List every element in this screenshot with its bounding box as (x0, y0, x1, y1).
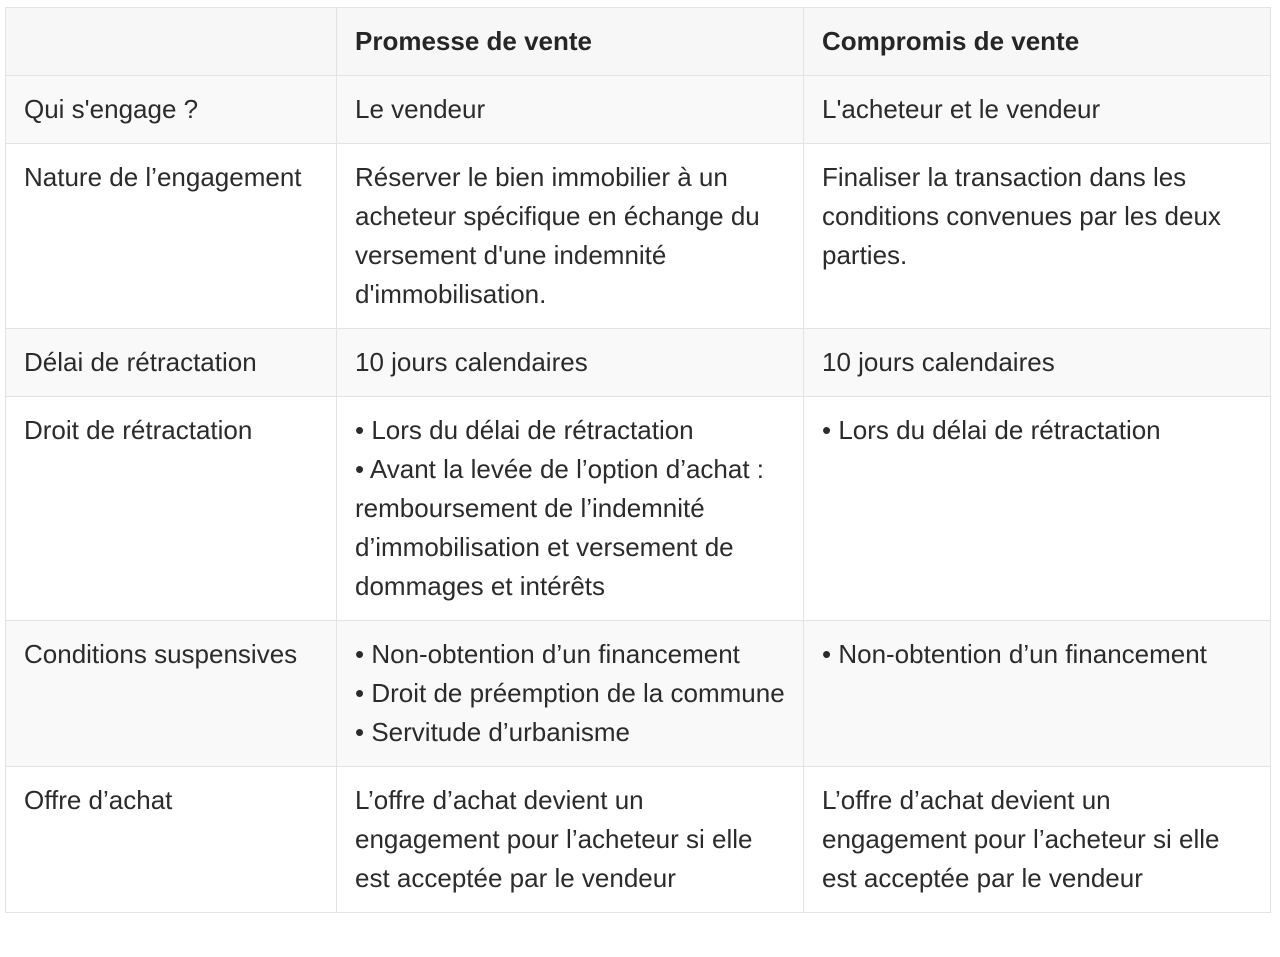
cell-text: L’offre d’achat devient un engagement pour l’acheteur si elle est acceptée par le vendeur (822, 785, 1220, 893)
bullet-item: • Servitude d’urbanisme (355, 717, 631, 747)
comparison-table-container (5, 7, 1270, 913)
table-row (6, 621, 1271, 767)
table-header-row (6, 8, 1271, 76)
compromis-cell (804, 329, 1271, 397)
table-row (6, 397, 1271, 621)
table-row (6, 144, 1271, 329)
promesse-cell (337, 144, 804, 329)
cell-text: 10 jours calendaires (822, 347, 1055, 377)
bullet-item: • Lors du délai de rétractation (355, 415, 694, 445)
bullet-item: • Non-obtention d’un financement (355, 639, 740, 669)
compromis-cell (804, 397, 1271, 621)
compromis-cell (804, 767, 1271, 913)
promesse-cell (337, 621, 804, 767)
header-promesse: Promesse de vente (337, 8, 804, 76)
promesse-cell (337, 397, 804, 621)
row-label: Qui s'engage ? (6, 76, 337, 144)
row-label: Nature de l’engagement (6, 144, 337, 329)
promesse-cell (337, 767, 804, 913)
header-empty-cell (6, 8, 337, 76)
bullet-item: • Avant la levée de l’option d’achat : remboursement de l’indemnité d’immobilisation et versement de dommages et intérêts (355, 454, 765, 601)
table-row (6, 76, 1271, 144)
cell-text: 10 jours calendaires (355, 347, 588, 377)
row-label: Droit de rétractation (6, 397, 337, 621)
row-label: Conditions suspensives (6, 621, 337, 767)
cell-text: L’offre d’achat devient un engagement pour l’acheteur si elle est acceptée par le vendeur (355, 785, 753, 893)
comparison-table (5, 7, 1271, 913)
row-label: Offre d’achat (6, 767, 337, 913)
header-compromis: Compromis de vente (804, 8, 1271, 76)
table-row (6, 329, 1271, 397)
cell-text: Finaliser la transaction dans les conditions convenues par les deux parties. (822, 162, 1221, 270)
cell-text: L'acheteur et le vendeur (822, 94, 1101, 124)
bullet-item: • Droit de préemption de la commune (355, 678, 785, 708)
bullet-item: • Lors du délai de rétractation (822, 415, 1161, 445)
compromis-cell (804, 76, 1271, 144)
promesse-cell (337, 76, 804, 144)
compromis-cell (804, 621, 1271, 767)
row-label: Délai de rétractation (6, 329, 337, 397)
compromis-cell (804, 144, 1271, 329)
table-row (6, 767, 1271, 913)
cell-text: Réserver le bien immobilier à un acheteur spécifique en échange du versement d'une indemnité d'immobilisation. (355, 162, 760, 309)
bullet-item: • Non-obtention d’un financement (822, 639, 1207, 669)
cell-text: Le vendeur (355, 94, 486, 124)
promesse-cell (337, 329, 804, 397)
